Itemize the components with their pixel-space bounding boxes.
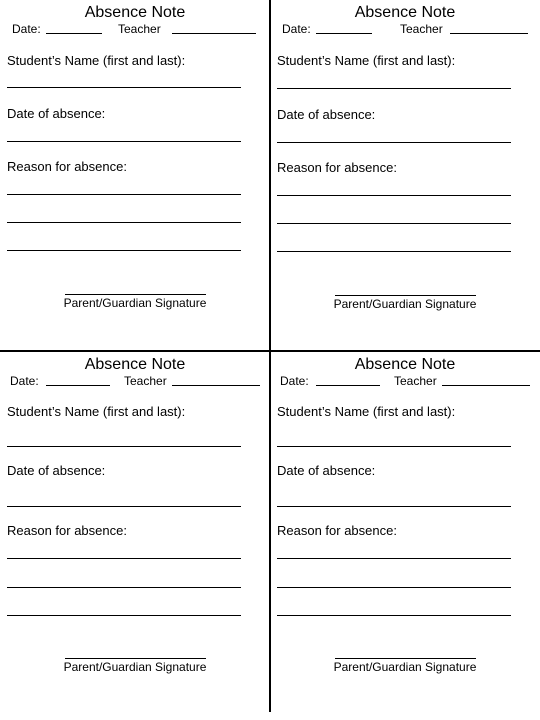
absence-note-top-right (270, 0, 540, 350)
signature-label: Parent/Guardian Signature (333, 297, 477, 311)
signature-line[interactable] (65, 294, 206, 295)
date-of-absence-label: Date of absence: (7, 463, 106, 478)
date-blank[interactable] (316, 374, 380, 386)
date-label: Date: (282, 22, 311, 36)
date-of-absence-label: Date of absence: (7, 106, 106, 121)
note-title: Absence Note (84, 356, 186, 373)
student-name-line[interactable] (277, 446, 511, 447)
date-of-absence-line[interactable] (277, 506, 511, 507)
student-name-line[interactable] (7, 446, 241, 447)
note-title: Absence Note (84, 4, 186, 21)
date-label: Date: (280, 374, 309, 388)
student-name-label: Student’s Name (first and last): (277, 53, 456, 68)
reason-line-3[interactable] (277, 615, 511, 616)
teacher-label: Teacher (394, 374, 437, 388)
reason-label: Reason for absence: (7, 159, 127, 174)
absence-note-bottom-left (0, 352, 270, 712)
reason-line-1[interactable] (7, 558, 241, 559)
teacher-label: Teacher (124, 374, 167, 388)
reason-line-2[interactable] (7, 587, 241, 588)
reason-line-2[interactable] (277, 223, 511, 224)
teacher-blank[interactable] (172, 374, 260, 386)
teacher-blank[interactable] (172, 22, 256, 34)
reason-line-2[interactable] (277, 587, 511, 588)
absence-note-bottom-right (270, 352, 540, 712)
reason-line-3[interactable] (7, 250, 241, 251)
signature-line[interactable] (65, 658, 206, 659)
date-label: Date: (10, 374, 39, 388)
note-title: Absence Note (354, 4, 456, 21)
student-name-label: Student’s Name (first and last): (277, 404, 456, 419)
signature-line[interactable] (335, 295, 476, 296)
date-of-absence-label: Date of absence: (277, 107, 376, 122)
date-of-absence-line[interactable] (7, 141, 241, 142)
teacher-blank[interactable] (450, 22, 528, 34)
teacher-blank[interactable] (442, 374, 530, 386)
reason-line-1[interactable] (277, 558, 511, 559)
signature-line[interactable] (335, 658, 476, 659)
date-of-absence-line[interactable] (7, 506, 241, 507)
signature-label: Parent/Guardian Signature (63, 296, 207, 310)
date-label: Date: (12, 22, 41, 36)
absence-note-top-left (0, 0, 270, 350)
date-blank[interactable] (316, 22, 372, 34)
reason-line-1[interactable] (277, 195, 511, 196)
student-name-line[interactable] (7, 87, 241, 88)
note-title: Absence Note (354, 356, 456, 373)
date-blank[interactable] (46, 374, 110, 386)
reason-line-3[interactable] (7, 615, 241, 616)
signature-label: Parent/Guardian Signature (63, 660, 207, 674)
date-of-absence-line[interactable] (277, 142, 511, 143)
date-of-absence-label: Date of absence: (277, 463, 376, 478)
reason-line-2[interactable] (7, 222, 241, 223)
teacher-label: Teacher (400, 22, 443, 36)
student-name-label: Student’s Name (first and last): (7, 404, 186, 419)
date-blank[interactable] (46, 22, 102, 34)
student-name-label: Student’s Name (first and last): (7, 53, 186, 68)
reason-line-1[interactable] (7, 194, 241, 195)
student-name-line[interactable] (277, 88, 511, 89)
reason-label: Reason for absence: (7, 523, 127, 538)
teacher-label: Teacher (118, 22, 161, 36)
reason-label: Reason for absence: (277, 160, 397, 175)
signature-label: Parent/Guardian Signature (333, 660, 477, 674)
reason-line-3[interactable] (277, 251, 511, 252)
reason-label: Reason for absence: (277, 523, 397, 538)
